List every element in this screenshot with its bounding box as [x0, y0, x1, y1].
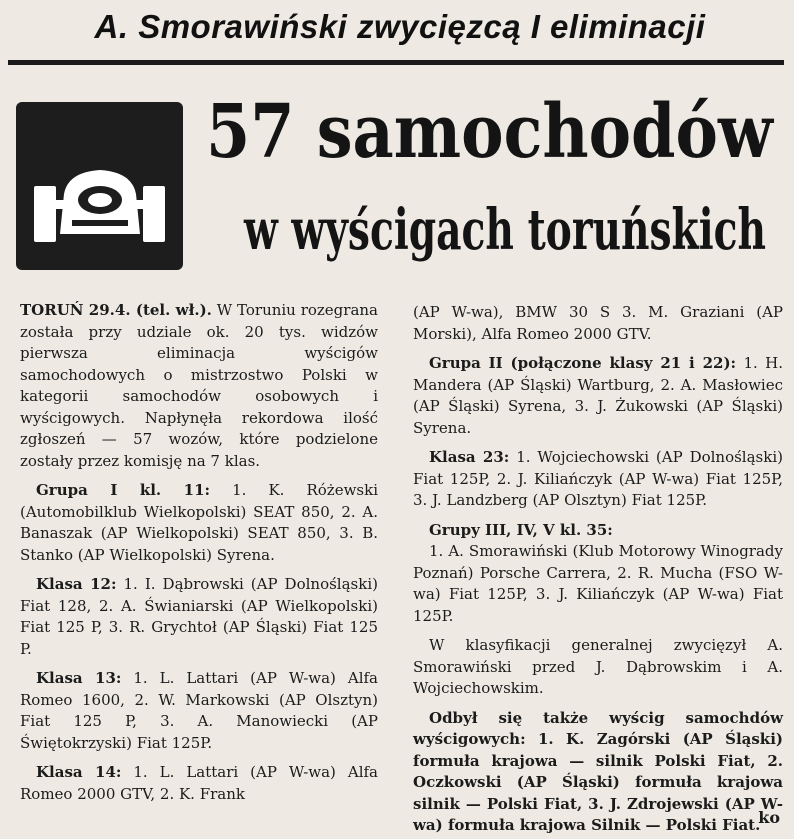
- result-paragraph: [413, 302, 783, 345]
- paragraph-text: 1. L. Lattari (AP W-wa) Alfa Romeo 2000 GTV, 2. K. Frank: [20, 763, 378, 803]
- paragraph-text: (AP W-wa), BMW 30 S 3. M. Graziani (AP Morski), Alfa Romeo 2000 GTV.: [413, 303, 783, 343]
- paragraph-text: 1. K. Różewski (Automobilklub Wielkopolski) SEAT 850, 2. A. Banaszak (AP Wielkopolski) SEAT 850, 3. B. Stanko (AP Wielkopolski) Syrena.: [20, 481, 379, 564]
- paragraph-text: 1. I. Dąbrowski (AP Dolnośląski) Fiat 128, 2. A. Świaniarski (AP Wielkopolski) Fiat 125 P, 3. R. Grychtoł (AP Śląski) Fiat 125 P.: [20, 575, 378, 658]
- headline-sub: w wyścigach toruńskich: [244, 197, 766, 263]
- paragraph-text: 1. Wojciechowski (AP Dolnośląski) Fiat 125P, 2. J. Kiliańczyk (AP W-wa) Fiat 125P, 3. J. Landzberg (AP Olsztyn) Fiat 125P.: [413, 448, 783, 509]
- class-heading: Grupa II (połączone klasy 21 i 22):: [429, 354, 737, 372]
- kicker-headline: A. Smorawiński zwycięzcą I eliminacji: [94, 8, 706, 45]
- racing-car-drawing: [16, 102, 183, 270]
- paragraph-text: 1. A. Smorawiński (Klub Motorowy Winogrady Poznań) Porsche Carrera, 2. R. Mucha (FSO W-wa) Fiat 125P, 3. J. Kiliańczyk (AP W-wa) Fiat 125P.: [413, 542, 783, 625]
- class-heading: Klasa 13:: [36, 669, 122, 687]
- article-paragraph: [20, 300, 378, 472]
- summary-paragraph: [413, 635, 783, 700]
- article-column-right: [413, 302, 783, 837]
- dateline: TORUŃ 29.4. (tel. wł.).: [20, 301, 212, 319]
- paragraph-text: Odbył się także wyścig samochdów wyścigowych: 1. K. Zagórski (AP Śląski) formuła krajowa — silnik Polski Fiat, 2. Oczkowski (AP Śląski) formuła krajowa silnik — Polski Fiat, 3. J. Zdrojewski (AP W-wa) formuła krajowa Silnik — Polski Fiat.: [413, 708, 783, 834]
- paragraph-text: 1. L. Lattari (AP W-wa) Alfa Romeo 1600, 2. W. Markowski (AP Olsztyn) Fiat 125 P, 3. A. Manowiecki (AP Świętokrzyski) Fiat 125P.: [20, 669, 378, 752]
- class-heading: Klasa 14:: [36, 763, 122, 781]
- result-paragraph: [20, 574, 378, 660]
- paragraph-text: W klasyfikacji generalnej zwycięzył A. Smorawiński przed J. Dąbrowskim i A. Wojciechowskim.: [413, 636, 783, 697]
- result-paragraph: [413, 353, 783, 439]
- article-column-left: [20, 300, 378, 805]
- paragraph-text: W Toruniu rozegrana została przy udziale ok. 20 tys. widzów pierwsza eliminacja wyścigów samochodowych o mistrzostwo Polski w kategorii samochodów osobowych i wyścigowych. Napłynęła rekordowa ilość zgłoszeń — 57 wozów, które podzielone zostały przez komisję na 7 klas.: [20, 301, 378, 470]
- paragraph-text: 1. H. Mandera (AP Śląski) Wartburg, 2. A. Masłowiec (AP Śląski) Syrena, 3. J. Żukowski (AP Śląski) Syrena.: [413, 354, 783, 437]
- result-paragraph: [413, 447, 783, 512]
- formula-paragraph: [413, 708, 783, 837]
- class-heading: Grupa I kl. 11:: [36, 481, 211, 499]
- headline-main: 57 samochodów: [206, 89, 773, 175]
- result-paragraph: [20, 668, 378, 754]
- result-paragraph: [20, 480, 378, 566]
- header-rule: [8, 60, 784, 65]
- result-paragraph: [413, 520, 783, 628]
- result-paragraph: [20, 762, 378, 805]
- racing-car-icon: [16, 102, 183, 270]
- class-heading: Klasa 12:: [36, 575, 117, 593]
- class-heading: Grupy III, IV, V kl. 35:: [429, 520, 613, 539]
- class-heading: Klasa 23:: [429, 448, 510, 466]
- author-signature: ko: [758, 808, 780, 827]
